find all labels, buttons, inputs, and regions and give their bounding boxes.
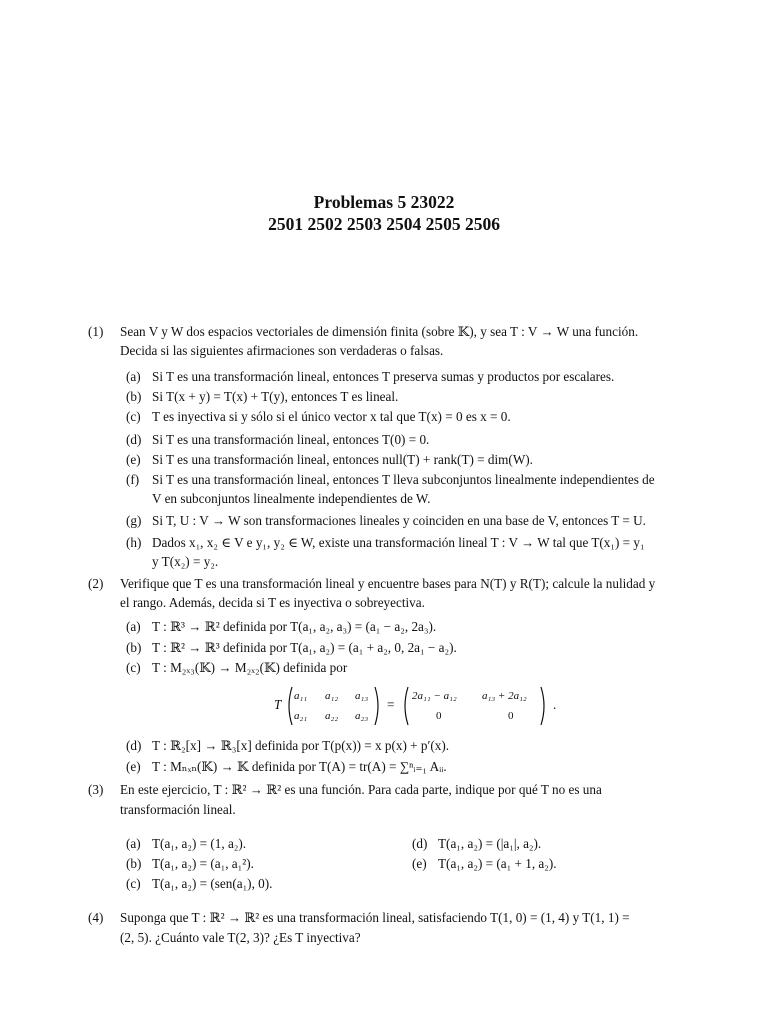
item-label: (d)	[126, 432, 142, 447]
page-subtitle: 2501 2502 2503 2504 2505 2506	[268, 214, 500, 234]
item-label: (d)	[412, 836, 428, 851]
problem-statement: Verifique que T es una transformación lineal y encuentre bases para N(T) y R(T); calcule la nulidad y	[120, 576, 656, 591]
item-text: T es inyectiva si y sólo si el único vector x tal que T(x) = 0 es x = 0.	[152, 409, 511, 424]
equals-sign: =	[387, 697, 395, 712]
matrix-cell: a₁₃ + 2a₁₂	[482, 690, 527, 702]
item-label: (d)	[126, 738, 142, 753]
item-text: Si T es una transformación lineal, entonces T preserva sumas y productos por escalares.	[152, 369, 615, 384]
item-text: T : M₂ₓ₃(𝕂) → M₂ₓ₂(𝕂) definida por	[152, 660, 348, 675]
matrix-cell: a₂₃	[355, 710, 369, 722]
item-text: T(a₁, a₂) = (a₁, a₁²).	[152, 856, 254, 871]
item-label: (a)	[126, 369, 141, 384]
matrix-cell: 0	[436, 710, 442, 722]
item-label: (e)	[126, 759, 141, 774]
matrix-cell: 0	[508, 710, 514, 722]
item-label: (h)	[126, 535, 142, 550]
item-label: (a)	[126, 836, 141, 851]
matrix-cell: a₁₁	[294, 690, 308, 702]
item-label: (b)	[126, 389, 142, 404]
problem-statement: Decida si las siguientes afirmaciones son verdaderas o falsas.	[120, 343, 444, 358]
problem-statement: En este ejercicio, T : ℝ² → ℝ² es una función. Para cada parte, indique por qué T no es una	[120, 782, 602, 797]
item-label: (f)	[126, 472, 140, 487]
problem-number: (1)	[88, 324, 104, 339]
item-text: Si T es una transformación lineal, entonces null(T) + rank(T) = dim(W).	[152, 452, 533, 467]
problem-statement: Suponga que T : ℝ² → ℝ² es una transformación lineal, satisfaciendo T(1, 0) = (1, 4) y T(1, 1) =	[120, 910, 630, 925]
problem-number: (3)	[88, 782, 104, 797]
problem-statement: Sean V y W dos espacios vectoriales de dimensión finita (sobre 𝕂), y sea T : V → W una función.	[120, 324, 639, 339]
matrix-cell: a₂₁	[294, 710, 308, 722]
problem-statement: (2, 5). ¿Cuánto vale T(2, 3)? ¿Es T inyectiva?	[120, 930, 361, 945]
item-text: Si T(x + y) = T(x) + T(y), entonces T es lineal.	[152, 389, 399, 404]
right-paren	[374, 686, 382, 726]
item-label: (e)	[412, 856, 427, 871]
item-text: T(a₁, a₂) = (1, a₂).	[152, 836, 247, 851]
item-text: Si T es una transformación lineal, entonces T(0) = 0.	[152, 432, 430, 447]
item-label: (g)	[126, 513, 142, 528]
item-label: (b)	[126, 640, 142, 655]
item-text: V en subconjuntos linealmente independientes de W.	[152, 491, 431, 506]
page-title: Problemas 5 23022	[313, 192, 455, 212]
item-text: T(a₁, a₂) = (a₁ + 1, a₂).	[438, 856, 557, 871]
item-label: (c)	[126, 660, 141, 675]
item-label: (c)	[126, 409, 141, 424]
item-text: Si T, U : V → W son transformaciones lineales y coinciden en una base de V, entonces T = U.	[152, 513, 646, 528]
item-label: (c)	[126, 876, 141, 891]
problem-statement: el rango. Además, decida si T es inyectiva o sobreyectiva.	[120, 595, 425, 610]
item-text: T : ℝ³ → ℝ² definida por T(a₁, a₂, a₃) = (a₁ − a₂, 2a₃).	[152, 619, 437, 634]
item-label: (a)	[126, 619, 141, 634]
problem-number: (2)	[88, 576, 104, 591]
item-text: Dados x₁, x₂ ∈ V e y₁, y₂ ∈ W, existe una transformación lineal T : V → W tal que T(x₁) = y₁	[152, 535, 645, 550]
right-paren	[540, 686, 548, 726]
period: .	[553, 697, 557, 712]
item-text: T : ℝ₂[x] → ℝ₃[x] definida por T(p(x)) = x p(x) + p′(x).	[152, 738, 450, 753]
matrix-cell: 2a₁₁ − a₁₂	[412, 690, 457, 702]
item-label: (b)	[126, 856, 142, 871]
matrix-T: T	[274, 697, 282, 712]
item-text: Si T es una transformación lineal, entonces T lleva subconjuntos linealmente independientes de	[152, 472, 655, 487]
left-paren	[285, 686, 293, 726]
item-text: T : Mₙₓₙ(𝕂) → 𝕂 definida por T(A) = tr(A) = ∑ⁿᵢ₌₁ Aᵢᵢ.	[152, 759, 447, 774]
left-paren	[401, 686, 409, 726]
item-text: T : ℝ² → ℝ³ definida por T(a₁, a₂) = (a₁ + a₂, 0, 2a₁ − a₂).	[152, 640, 457, 655]
matrix-cell: a₁₃	[355, 690, 369, 702]
item-text: y T(x₂) = y₂.	[152, 554, 219, 569]
problem-statement: transformación lineal.	[120, 802, 236, 817]
matrix-cell: a₂₂	[325, 710, 339, 722]
matrix-cell: a₁₂	[325, 690, 339, 702]
item-text: T(a₁, a₂) = (|a₁|, a₂).	[438, 836, 542, 851]
problem-number: (4)	[88, 910, 104, 925]
item-text: T(a₁, a₂) = (sen(a₁), 0).	[152, 876, 273, 891]
item-label: (e)	[126, 452, 141, 467]
